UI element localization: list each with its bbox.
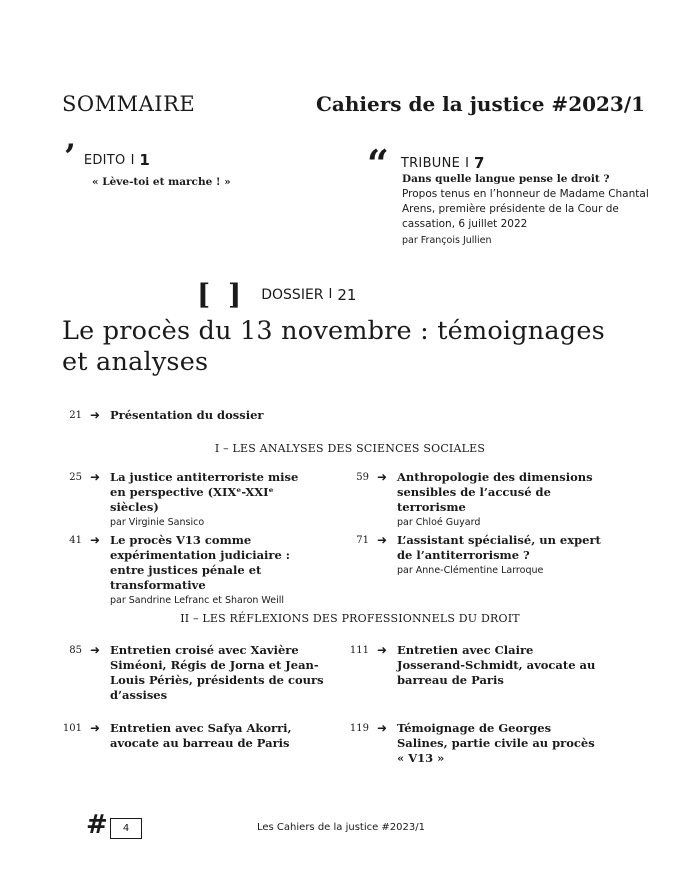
entry-author: par Virginie Sansico [110,517,205,528]
arrow-right-icon: ➜ [89,643,101,657]
edito-header [64,137,150,177]
entry-title: Entretien avec Safya Akorri, avocate au barreau de Paris [110,721,292,750]
entry-title: Témoignage de Georges Salines, partie civile au procès « V13 » [397,721,595,765]
section-heading: I – LES ANALYSES DES SCIENCES SOCIALES [214,442,486,455]
footer-journal-name: Les Cahiers de la justice #2023/1 [257,822,425,833]
entry-page: 41 [69,535,82,546]
tribune-title: Dans quelle langue pense le droit ? [402,173,610,185]
tribune-label: TRIBUNE [400,155,461,171]
arrow-right-icon: ➜ [376,533,388,547]
quote-mark-icon: “ [367,141,389,186]
footer-page-number: 4 [110,818,142,839]
entry-page: 59 [356,472,369,483]
toc-entry[interactable] [62,643,335,703]
entry-title: La justice antiterroriste mise en perspective (XIXᵉ-XXIᵉ siècles) [110,470,299,514]
entry-title: Anthropologie des dimensions sensibles de l’accusé de terrorisme [397,470,593,514]
entry-page: 71 [356,535,369,546]
tribune-description: Propos tenus en l’honneur de Madame Chantal Arens, première présidente de la Cour de cassation, 6 juillet 2022 [402,188,649,230]
entry-page: 85 [69,645,82,656]
section-heading: II – LES RÉFLEXIONS DES PROFESSIONNELS DU DROIT [180,612,520,625]
arrow-right-icon: ➜ [89,533,101,547]
arrow-right-icon: ➜ [89,470,101,484]
edito-page: 1 [139,151,150,169]
dossier-label: DOSSIER [261,286,324,303]
entry-page: 111 [349,645,369,656]
entry-page: 21 [69,410,82,421]
toc-entry-intro[interactable] [62,408,263,423]
toc-entry[interactable] [349,470,622,530]
arrow-right-icon: ➜ [376,721,388,735]
entry-title: Le procès V13 comme expérimentation judiciaire : entre justices pénale et transformative [110,533,291,592]
entry-page: 119 [349,723,369,734]
dossier-title-line: et analyses [62,347,209,377]
arrow-right-icon: ➜ [89,408,101,422]
toc-entry[interactable] [62,470,335,530]
dossier-header [197,278,356,311]
entry-page: 25 [69,472,82,483]
toc-entry[interactable] [62,721,335,751]
journal-title: Cahiers de la justice #2023/1 [316,92,646,116]
dossier-title [62,316,662,378]
tribune-page: 7 [473,154,485,172]
dossier-page: 21 [337,285,357,304]
toc-entry[interactable] [349,721,622,766]
hash-icon: # [86,810,108,840]
entry-page: 101 [62,723,82,734]
arrow-right-icon: ➜ [376,470,388,484]
entry-author: par Anne-Clémentine Larroque [397,565,544,576]
edito-quote[interactable]: « Lève-toi et marche ! » [92,176,231,188]
entry-author: par Chloé Guyard [397,517,481,528]
entry-title: Entretien avec Claire Josserand-Schmidt, avocate au barreau de Paris [397,643,596,687]
dossier-separator: I [328,287,333,302]
arrow-right-icon: ➜ [89,721,101,735]
toc-entry[interactable] [349,533,622,578]
sommaire-heading: SOMMAIRE [62,92,196,116]
brackets-icon: [ ] [197,278,246,311]
apostrophe-icon: ’ [64,137,76,177]
entry-title: Entretien croisé avec Xavière Siméoni, Régis de Jorna et Jean-Louis Périès, présidents de cours d’assises [110,643,324,702]
entry-title: Présentation du dossier [110,408,264,422]
dossier-title-line: Le procès du 13 novembre : témoignages [62,316,605,346]
toc-entry[interactable] [349,643,622,688]
arrow-right-icon: ➜ [376,643,388,657]
tribune-author: par François Jullien [402,235,492,246]
edito-separator: I [130,152,135,168]
entry-author: par Sandrine Lefranc et Sharon Weill [110,595,285,606]
tribune-block[interactable] [402,172,662,248]
toc-entry[interactable] [62,533,335,608]
edito-label: EDITO [83,152,126,168]
tribune-separator: I [465,155,469,171]
entry-title: L’assistant spécialisé, un expert de l’antiterrorisme ? [397,533,601,562]
